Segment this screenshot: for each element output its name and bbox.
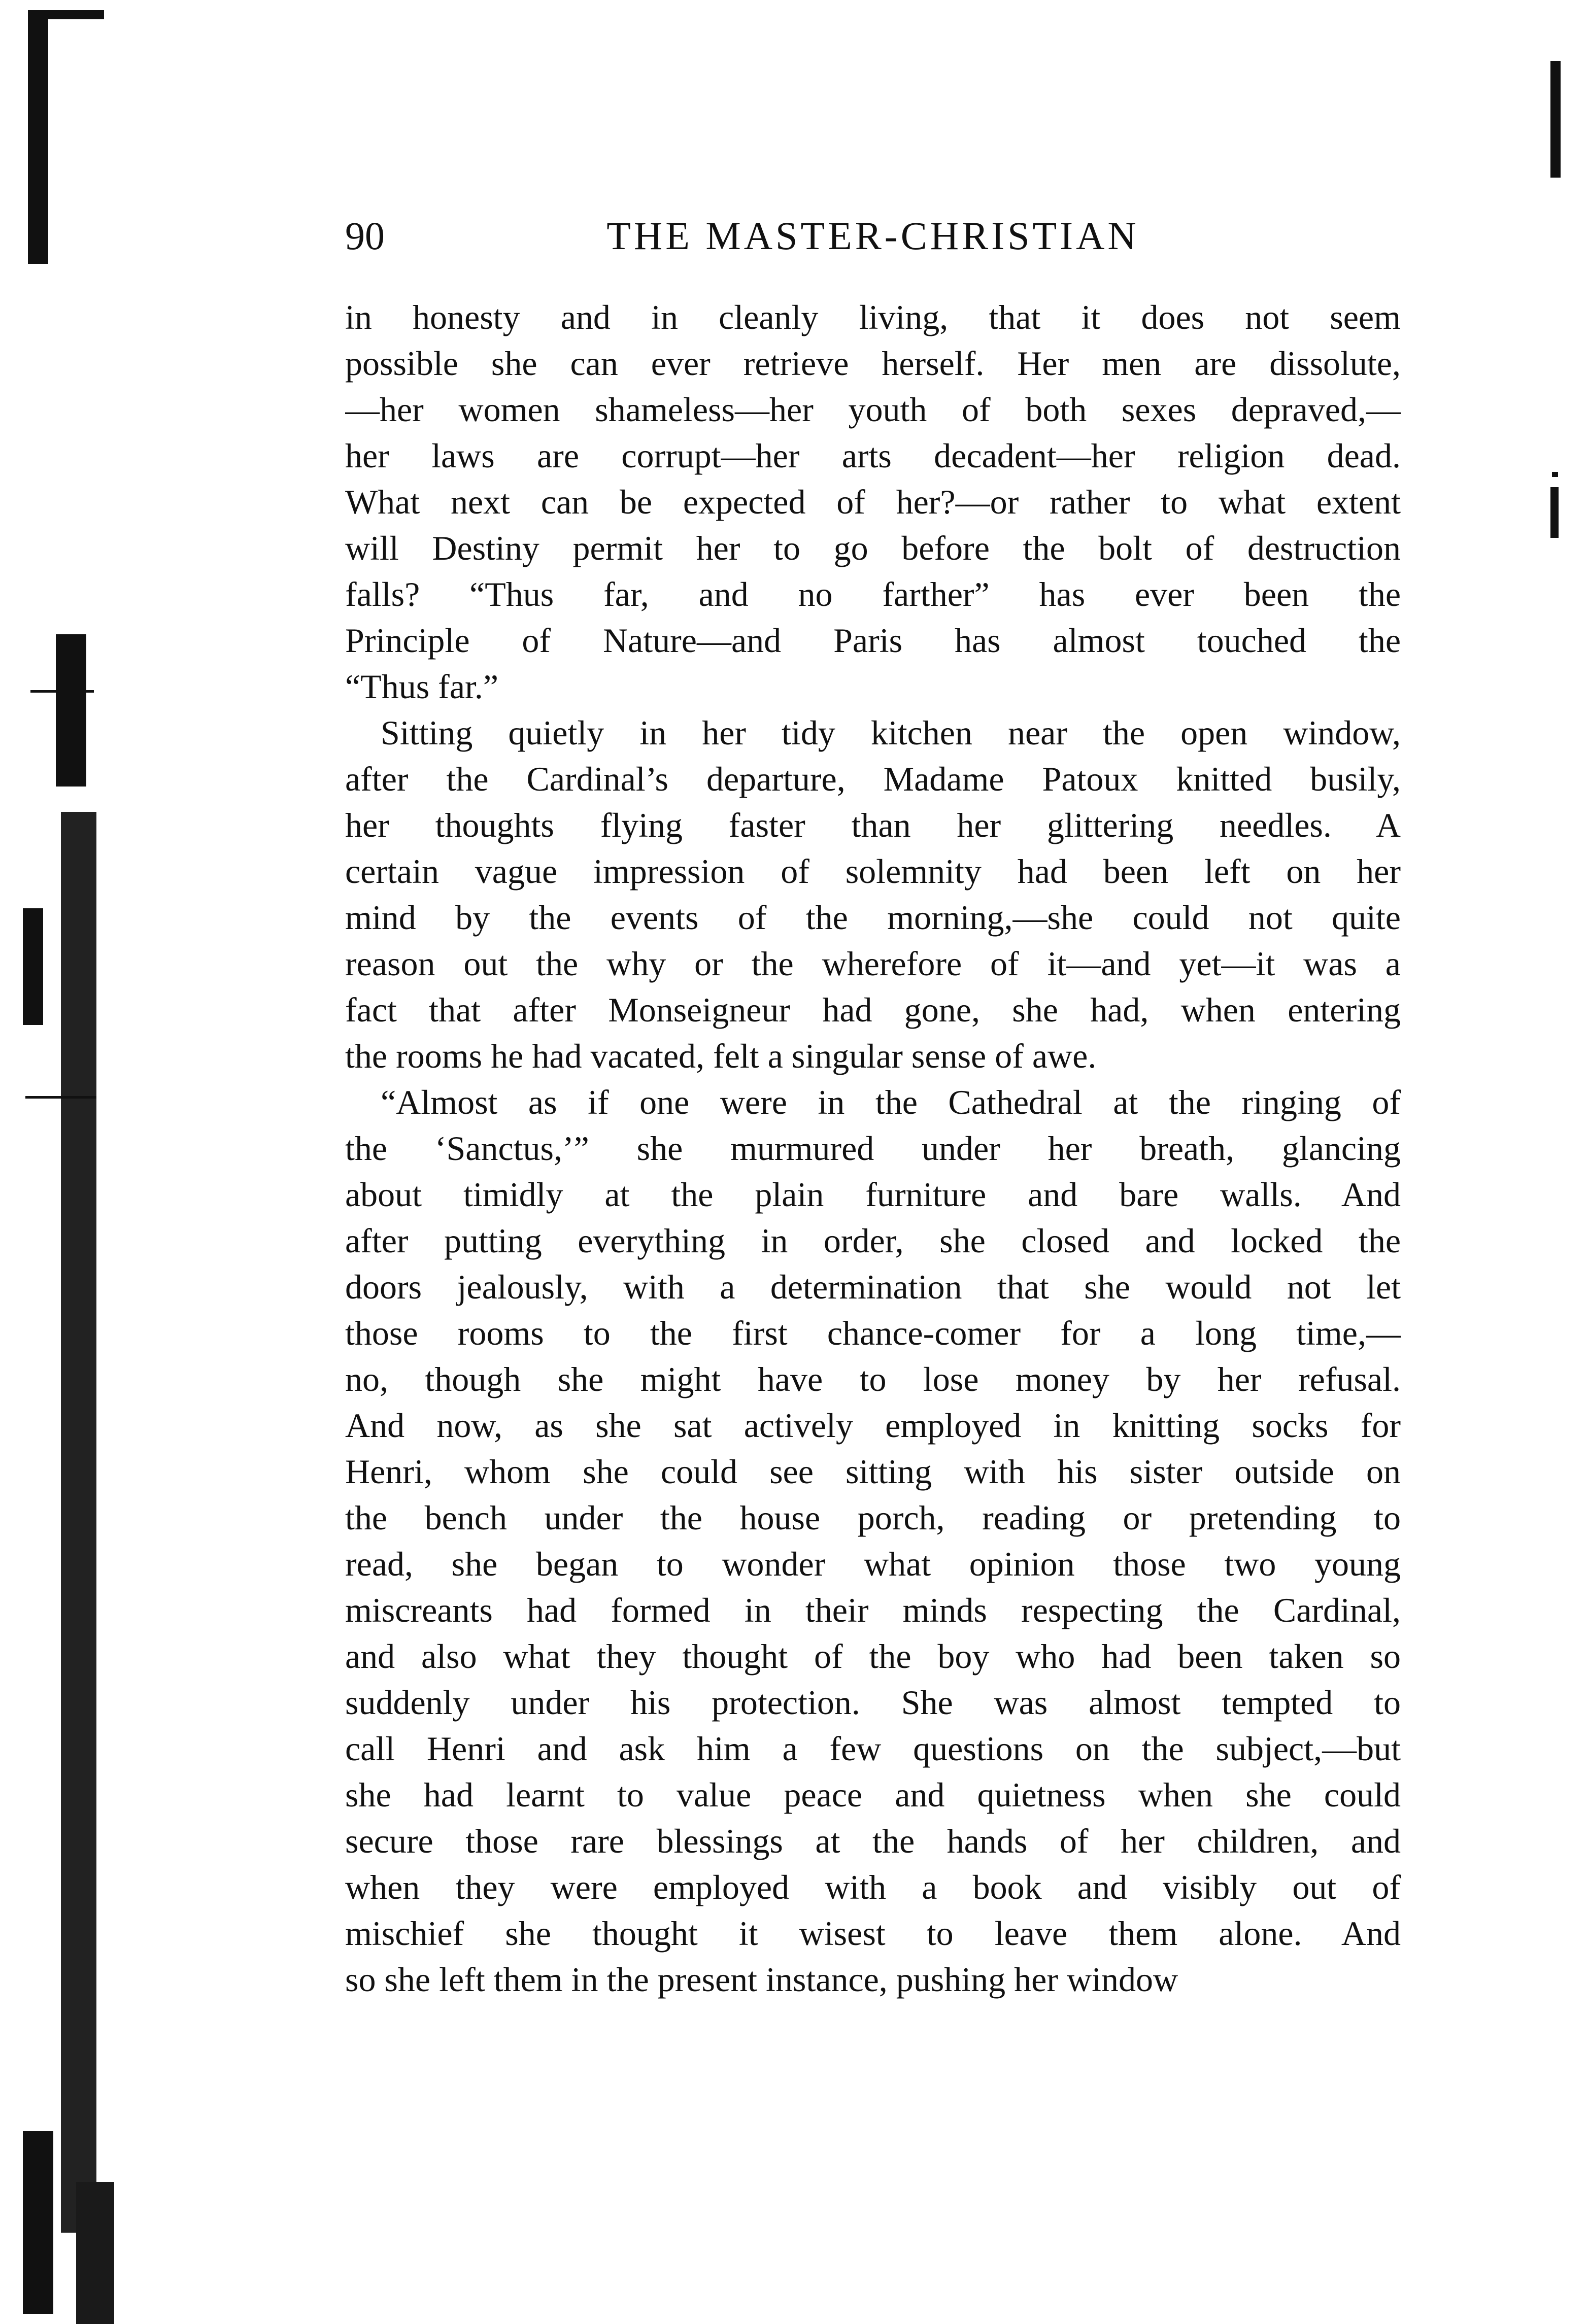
text-line: doors jealously, with a determination that she would not let: [345, 1268, 1401, 1306]
scan-binding-mark: [23, 908, 43, 1025]
scan-edge-mark: [1550, 61, 1561, 178]
text-line: mind by the events of the morning,—she could not quite: [345, 898, 1401, 937]
text-line: call Henri and ask him a few questions on the subject,—but: [345, 1729, 1401, 1768]
text-line: Principle of Nature—and Paris has almost touched the: [345, 621, 1401, 660]
text-line: What next can be expected of her?—or rather to what extent: [345, 483, 1401, 521]
text-line: Henri, whom she could see sitting with his sister outside on: [345, 1452, 1401, 1491]
text-line: after putting everything in order, she closed and locked the: [345, 1221, 1401, 1260]
text-line: so she left them in the present instance, pushing her window: [345, 1960, 1178, 1999]
scan-binding-mark: [30, 690, 94, 693]
scan-binding-mark: [23, 2131, 53, 2314]
scan-binding-mark: [61, 812, 96, 2233]
scan-binding-mark: [56, 634, 86, 787]
text-line: about timidly at the plain furniture and bare walls. And: [345, 1175, 1401, 1214]
text-line: when they were employed with a book and visibly out of: [345, 1868, 1401, 1906]
text-line: miscreants had formed in their minds respecting the Cardinal,: [345, 1591, 1401, 1629]
page-number: 90: [345, 214, 385, 258]
text-line: those rooms to the first chance-comer for a long time,—: [345, 1314, 1401, 1352]
scan-binding-mark: [25, 1096, 96, 1099]
text-line: will Destiny permit her to go before the bolt of destruction: [345, 529, 1401, 567]
text-line: no, though she might have to lose money by her refusal.: [345, 1360, 1401, 1398]
paragraph: [345, 294, 1401, 710]
text-line: “Thus far.”: [345, 667, 499, 706]
text-line: she had learnt to value peace and quietness when she could: [345, 1775, 1401, 1814]
text-line: reason out the why or the wherefore of it—and yet—it was a: [345, 944, 1401, 983]
text-line: fact that after Monseigneur had gone, she had, when entering: [345, 990, 1401, 1029]
text-line: falls? “Thus far, and no farther” has ever been the: [345, 575, 1401, 613]
text-line: the bench under the house porch, reading or pretending to: [345, 1498, 1401, 1537]
scan-edge-mark: [1552, 472, 1558, 477]
text-line: “Almost as if one were in the Cathedral at the ringing of: [381, 1083, 1401, 1121]
paragraph: [345, 1079, 1401, 2003]
text-line: suddenly under his protection. She was almost tempted to: [345, 1683, 1401, 1722]
scan-binding-mark: [76, 2182, 114, 2324]
text-line: secure those rare blessings at the hands of her children, and: [345, 1822, 1401, 1860]
text-line: mischief she thought it wisest to leave them alone. And: [345, 1914, 1401, 1953]
text-line: possible she can ever retrieve herself. Her men are dissolute,: [345, 344, 1401, 383]
text-line: her thoughts flying faster than her glittering needles. A: [345, 806, 1401, 844]
text-line: the rooms he had vacated, felt a singular sense of awe.: [345, 1037, 1097, 1075]
text-line: certain vague impression of solemnity had been left on her: [345, 852, 1401, 891]
text-line: and also what they thought of the boy who had been taken so: [345, 1637, 1401, 1676]
text-line: in honesty and in cleanly living, that it does not seem: [345, 298, 1401, 336]
text-line: Sitting quietly in her tidy kitchen near the open window,: [381, 713, 1401, 752]
text-line: her laws are corrupt—her arts decadent—her religion dead.: [345, 436, 1401, 475]
text-line: after the Cardinal’s departure, Madame Patoux knitted busily,: [345, 760, 1401, 798]
text-line: And now, as she sat actively employed in knitting socks for: [345, 1406, 1401, 1445]
text-line: the ‘Sanctus,’” she murmured under her breath, glancing: [345, 1129, 1401, 1168]
paragraph: [345, 710, 1401, 1079]
scan-binding-mark: [48, 10, 104, 19]
text-line: —her women shameless—her youth of both sexes depraved,—: [345, 390, 1401, 429]
scan-binding-mark: [28, 10, 48, 264]
text-line: read, she began to wonder what opinion those two young: [345, 1545, 1401, 1583]
scan-edge-mark: [1550, 487, 1559, 538]
running-head: [345, 213, 1401, 269]
body-text: [345, 294, 1401, 2003]
page-title: THE MASTER-CHRISTIAN: [606, 214, 1139, 258]
